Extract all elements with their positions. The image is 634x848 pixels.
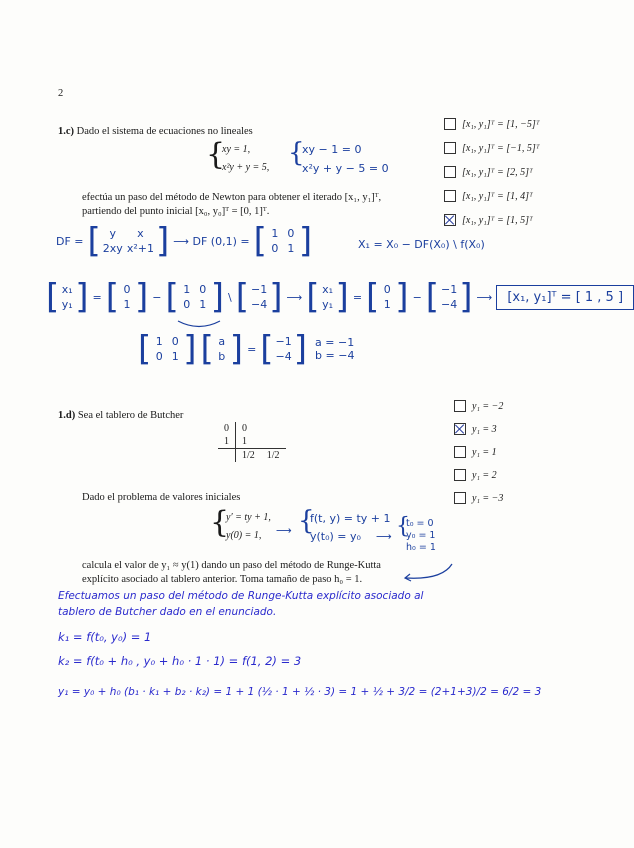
df-eval-label: ⟶ DF (0,1) = xyxy=(173,234,250,248)
option-1d-3[interactable]: y₁ = 1 xyxy=(454,446,503,458)
ivp-prompt: Dado el problema de valores iniciales xyxy=(82,492,241,503)
option-1d-5[interactable]: y₁ = −3 xyxy=(454,492,503,504)
option-1c-2[interactable]: [x₁, y₁]ᵀ = [−1, 5]ᵀ xyxy=(444,142,540,154)
checkbox[interactable] xyxy=(454,400,466,412)
arrow-icon xyxy=(402,560,458,584)
newton-step-line: [ x₁ y₁ ] = [ 0 1 ] − [ 1 0 0 1 ] \ [ −1 −4 ] ⟶ [ x₁ y₁ ] = [ 0 1 ] − [ −1 −4 ] ⟶ [x₁, y₁]ᵀ = [ 1 , 5 ] xyxy=(46,282,634,313)
x0-vector-2: [ 0 1 ] xyxy=(366,277,409,317)
option-1c-4[interactable]: [x₁, y₁]ᵀ = [1, 4]ᵀ xyxy=(444,190,540,202)
option-1d-2[interactable]: y₁ = 3 xyxy=(454,423,503,435)
butcher-tableau: 0 0 1 1 1/2 1/2 xyxy=(218,422,286,462)
rk-instruction-2: explícito asociado al tablero anterior. Toma tamaño de paso h₀ = 1. xyxy=(82,574,363,585)
question-label: 1.d) xyxy=(58,410,76,421)
rk-k1: k₁ = f(t₀, y₀) = 1 xyxy=(58,630,152,644)
question-1d-header xyxy=(58,410,183,421)
f-x0-vector: [ −1 −4 ] xyxy=(235,277,283,317)
question-1c-header xyxy=(58,126,253,137)
rk-work-line-2: tablero de Butcher dado en el enunciado. xyxy=(58,606,277,618)
option-1d-4[interactable]: y₁ = 2 xyxy=(454,469,503,481)
option-1c-3[interactable]: [x₁, y₁]ᵀ = [2, 5]ᵀ xyxy=(444,166,540,178)
rk-k2: k₂ = f(t₀ + h₀ , y₀ + h₀ · 1 · 1) = f(1, 2) = 3 xyxy=(58,654,302,668)
question-prompt: Dado el sistema de ecuaciones no lineales xyxy=(76,126,253,137)
initial-condition: y(0) = 1, xyxy=(226,530,262,541)
ode-equation: y′ = ty + 1, xyxy=(226,512,271,523)
hand-eq-1: xy − 1 = 0 xyxy=(302,143,362,156)
rk-work-line-1: Efectuamos un paso del método de Runge-Kutta explícito asociado al xyxy=(58,590,424,602)
checkbox[interactable] xyxy=(454,492,466,504)
step-vector: [ −1 −4 ] xyxy=(425,277,473,317)
checkbox[interactable] xyxy=(444,142,456,154)
options-1c xyxy=(444,118,540,226)
arrow-glyph: ⟶ xyxy=(376,530,392,543)
unknowns-vector: [ a b ] xyxy=(200,329,244,369)
newton-instruction-2: partiendo del punto inicial [x₀, y₀]ᵀ = [0, 1]ᵀ. xyxy=(82,206,270,217)
jacobian-matrix-2: [ 1 0 0 1 ] xyxy=(165,277,225,317)
newton-instruction-1: efectúa un paso del método de Newton para obtener el iterado [x₁, y₁]ᵀ, xyxy=(82,192,382,203)
df-label: DF = xyxy=(56,234,84,248)
hand-eq-2: x²y + y − 5 = 0 xyxy=(302,162,389,175)
final-answer-box: [x₁, y₁]ᵀ = [ 1 , 5 ] xyxy=(496,285,634,310)
hand-y: y(t₀) = y₀ xyxy=(310,530,361,543)
checkbox[interactable] xyxy=(454,446,466,458)
page-number: 2 xyxy=(58,88,64,99)
checkbox[interactable] xyxy=(444,166,456,178)
checkbox[interactable] xyxy=(444,190,456,202)
hand-f: f(t, y) = ty + 1 xyxy=(310,512,391,525)
x1-vector: [ x₁ y₁ ] xyxy=(46,277,89,317)
checkbox[interactable] xyxy=(454,469,466,481)
checkbox[interactable] xyxy=(444,118,456,130)
rk-y1: y₁ = y₀ + h₀ (b₁ · k₁ + b₂ · k₂) = 1 + 1 (½ · 1 + ½ · 3) = 1 + ½ + 3/2 = (2+1+3)/2 = 6/2 = 3 xyxy=(58,686,542,698)
checkbox-checked[interactable] xyxy=(444,214,456,226)
jacobian-line xyxy=(56,221,313,261)
question-label: 1.c) xyxy=(58,126,75,137)
question-prompt: Sea el tablero de Butcher xyxy=(77,410,184,421)
linear-system-line: [ 1 0 0 1 ] [ a b ] = [ −1 −4 ] a = −1 b = −4 xyxy=(138,329,355,369)
solution-b: b = −4 xyxy=(315,349,355,363)
options-1d xyxy=(454,400,503,504)
newton-formula: X₁ = X₀ − DF(X₀) \ f(X₀) xyxy=(358,238,485,251)
x1-vector-2: [ x₁ y₁ ] xyxy=(306,277,349,317)
rk-instruction-1: calcula el valor de y₁ ≈ y(1) dando un paso del método de Runge-Kutta xyxy=(82,560,381,571)
option-1d-1[interactable]: y₁ = −2 xyxy=(454,400,503,412)
rhs-vector: [ −1 −4 ] xyxy=(260,329,308,369)
arrow-glyph: ⟶ xyxy=(276,524,292,537)
jacobian-at-x0: [ 1 0 0 1 ] xyxy=(253,221,313,261)
x0-vector: [ 0 1 ] xyxy=(105,277,149,317)
checkbox-checked[interactable] xyxy=(454,423,466,435)
equation-1: xy = 1, xyxy=(222,144,251,155)
option-1c-5[interactable]: [x₁, y₁]ᵀ = [1, 5]ᵀ xyxy=(444,214,540,226)
option-1c-1[interactable]: [x₁, y₁]ᵀ = [1, −5]ᵀ xyxy=(444,118,540,130)
jacobian-matrix: [ y 2xy x x²+1 ] xyxy=(87,221,170,261)
solution-a: a = −1 xyxy=(315,336,355,350)
equation-2: x²y + y = 5, xyxy=(222,162,270,173)
system-matrix: [ 1 0 0 1 ] xyxy=(138,329,197,369)
